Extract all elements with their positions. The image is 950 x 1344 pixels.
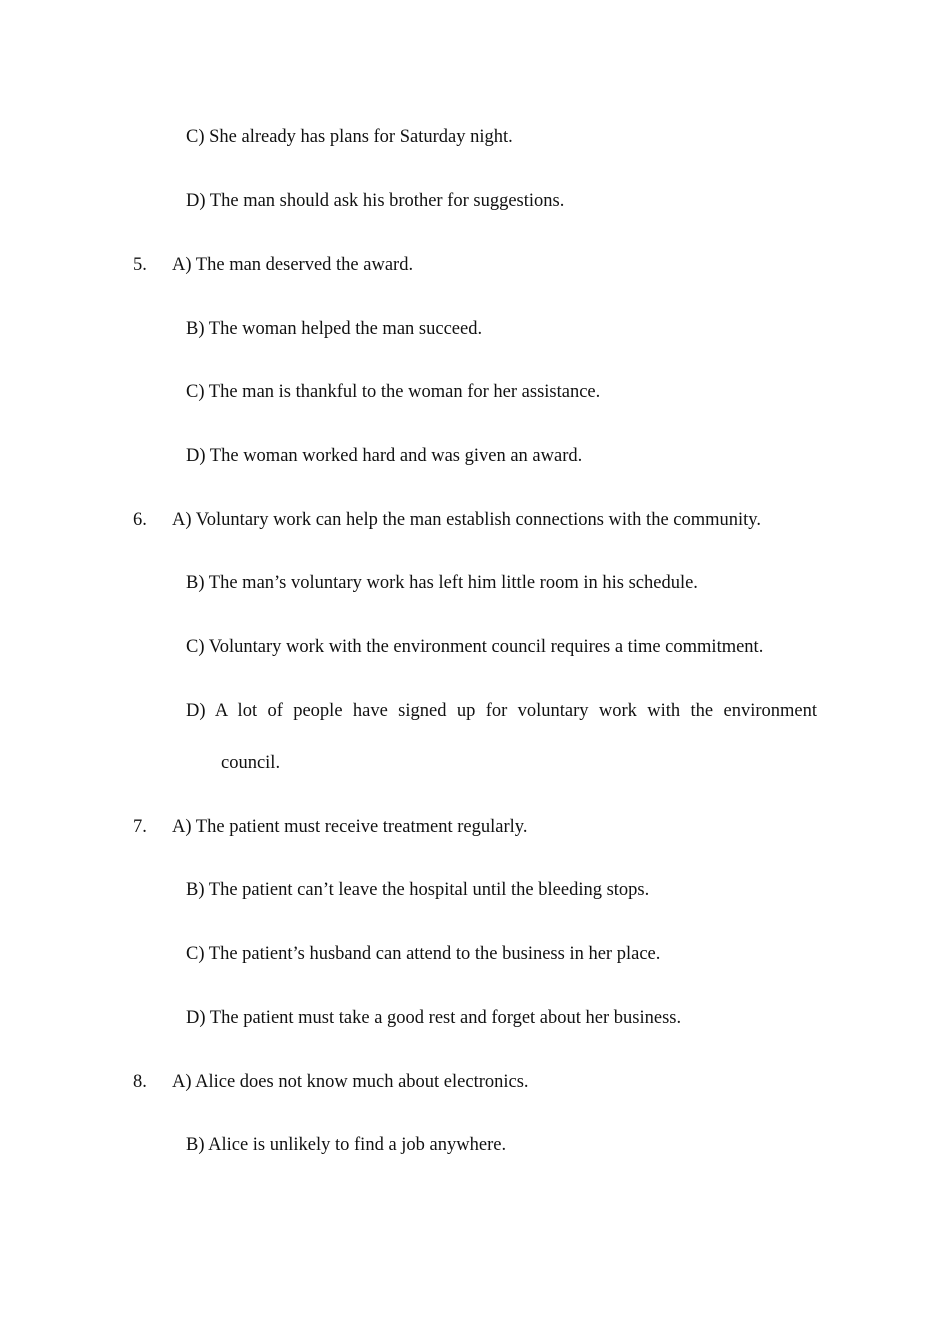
q5-number: 5. (133, 255, 147, 275)
q5-option-c: C) The man is thankful to the woman for her assistance. (186, 382, 601, 402)
q5-option-b: B) The woman helped the man succeed. (186, 319, 483, 339)
q6-option-a: A) Voluntary work can help the man establish connections with the community. (172, 510, 761, 530)
q5-option-d: D) The woman worked hard and was given an award. (186, 446, 583, 466)
q7-option-a: A) The patient must receive treatment regularly. (172, 817, 528, 837)
q6-number: 6. (133, 510, 147, 530)
q7-option-c: C) The patient’s husband can attend to the business in her place. (186, 944, 661, 964)
q8-number: 8. (133, 1072, 147, 1092)
q6-option-d-line1: D) A lot of people have signed up for voluntary work with the environment (186, 701, 817, 721)
q5-option-a: A) The man deserved the award. (172, 255, 414, 275)
q4-option-c: C) She already has plans for Saturday night. (186, 127, 513, 147)
q8-option-a: A) Alice does not know much about electronics. (172, 1072, 529, 1092)
q4-option-d: D) The man should ask his brother for suggestions. (186, 191, 565, 211)
q6-option-c: C) Voluntary work with the environment council requires a time commitment. (186, 637, 764, 657)
q6-option-d-line2: council. (221, 753, 281, 773)
q7-number: 7. (133, 817, 147, 837)
q7-option-b: B) The patient can’t leave the hospital until the bleeding stops. (186, 880, 650, 900)
q6-option-b: B) The man’s voluntary work has left him little room in his schedule. (186, 573, 698, 593)
q7-option-d: D) The patient must take a good rest and forget about her business. (186, 1008, 682, 1028)
q8-option-b: B) Alice is unlikely to find a job anywhere. (186, 1135, 507, 1155)
